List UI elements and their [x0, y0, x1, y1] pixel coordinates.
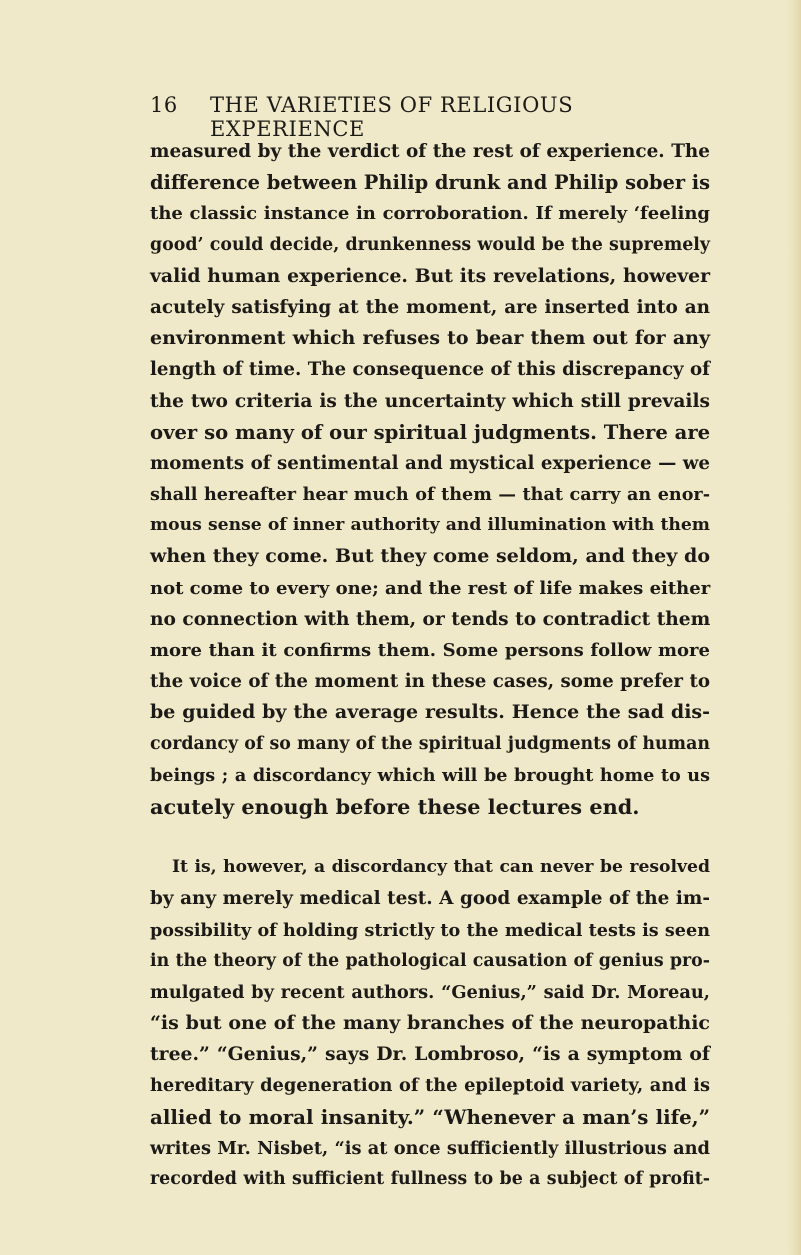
- text-line: by any merely medical test. A good example of the im-: [150, 888, 710, 910]
- text-line: hereditary degeneration of the epileptoid variety, and is: [150, 1075, 710, 1097]
- text-line: when they come. But they come seldom, and they do: [150, 545, 710, 568]
- text-line: cordancy of so many of the spiritual judgments of human: [150, 733, 710, 754]
- paragraph-1: [150, 136, 710, 822]
- text-line: shall hereafter hear much of them — that carry an enor-: [150, 484, 710, 506]
- text-line: writes Mr. Nisbet, “is at once sufficiently illustrious and: [150, 1137, 710, 1159]
- text-line: mous sense of inner authority and illumination with them: [150, 515, 710, 536]
- text-line: valid human experience. But its revelations, however: [150, 264, 710, 287]
- page-edge-shadow: [787, 0, 801, 1255]
- text-line: more than it confirms them. Some persons follow more: [150, 640, 710, 661]
- text-line: over so many of our spiritual judgments. There are: [150, 420, 711, 444]
- page-number: 16: [150, 93, 178, 117]
- text-line: allied to moral insanity.” “Whenever a man’s life,”: [150, 1104, 710, 1129]
- text-line: length of time. The consequence of this discrepancy of: [150, 359, 710, 381]
- text-line: beings ; a discordancy which will be brought home to us: [150, 764, 710, 786]
- text-line: It is, however, a discordancy that can never be resolved: [172, 857, 710, 878]
- text-line: tree.” “Genius,” says Dr. Lombroso, “is a symptom of: [150, 1043, 710, 1066]
- text-line: acutely satisfying at the moment, are inserted into an: [150, 296, 710, 318]
- text-line: the voice of the moment in these cases, some prefer to: [150, 671, 710, 693]
- text-line: possibility of holding strictly to the medical tests is seen: [150, 919, 710, 941]
- text-line: difference between Philip drunk and Philip sober is: [150, 171, 711, 195]
- text-line: moments of sentimental and mystical experience — we: [150, 452, 710, 474]
- text-line: mulgated by recent authors. “Genius,” said Dr. Moreau,: [150, 981, 710, 1003]
- text-line: the two criteria is the uncertainty which still prevails: [150, 390, 710, 412]
- paragraph-2: [150, 852, 710, 1195]
- text-line: recorded with sufficient fullness to be a subject of profit-: [150, 1169, 710, 1189]
- text-line: the classic instance in corroboration. If merely ‘feeling: [150, 203, 710, 225]
- paragraph-spacer: [150, 822, 710, 852]
- text-line: be guided by the average results. Hence the sad dis-: [150, 701, 710, 724]
- text-line: good’ could decide, drunkenness would be the supremely: [150, 234, 710, 255]
- body-text: [150, 136, 710, 1195]
- running-head: THE VARIETIES OF RELIGIOUS EXPERIENCE: [210, 93, 574, 141]
- text-line: in the theory of the pathological causation of genius pro-: [150, 950, 710, 971]
- text-line: not come to every one; and the rest of life makes either: [150, 577, 711, 599]
- text-line: no connection with them, or tends to contradict them: [150, 608, 711, 630]
- text-line: “is but one of the many branches of the neuropathic: [150, 1012, 710, 1035]
- page-header: [150, 93, 710, 141]
- text-line: measured by the verdict of the rest of experience. The: [150, 141, 710, 162]
- text-line: acutely enough before these lectures end.: [150, 793, 640, 819]
- text-line: environment which refuses to bear them out for any: [150, 327, 710, 350]
